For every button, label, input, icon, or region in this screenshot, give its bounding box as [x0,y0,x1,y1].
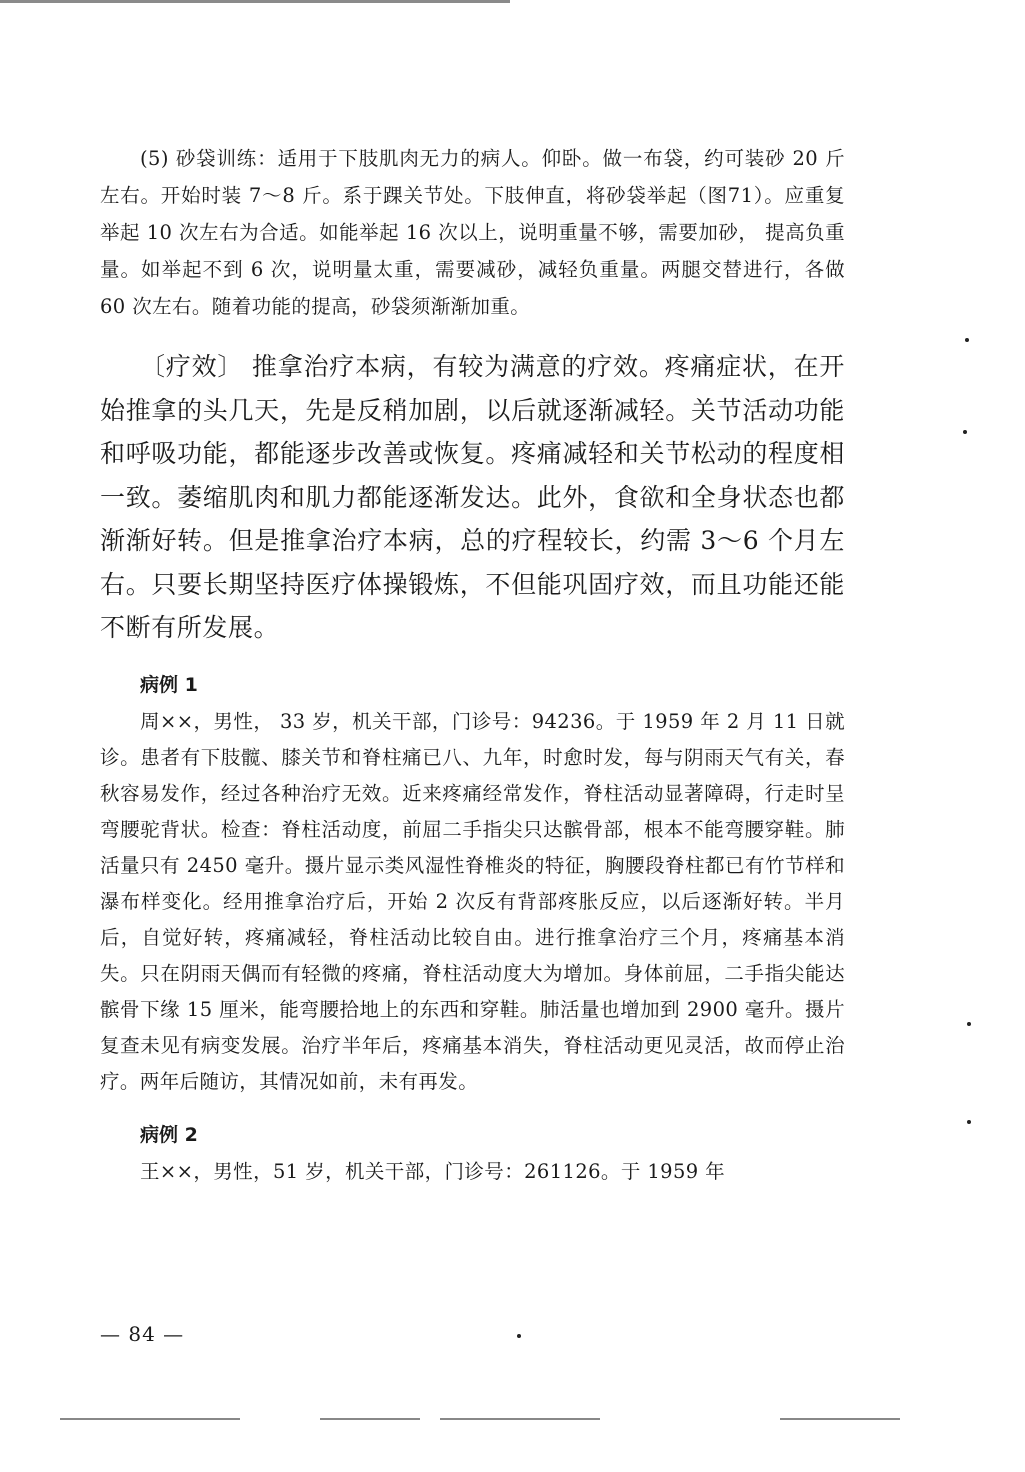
case-2-text: 王××，男性，51 岁，机关干部，门诊号：261126。于 1959 年 [140,1159,726,1183]
case-2-heading: 病例 2 [140,1123,198,1146]
scan-top-rule [0,0,510,3]
scan-speck [963,430,967,434]
page-body [100,140,845,1190]
scan-speck [967,1120,971,1124]
scan-bottom-noise [440,1418,600,1420]
scan-bottom-noise [60,1418,240,1420]
case-1-heading: 病例 1 [140,673,198,696]
scan-bottom-noise [320,1418,420,1420]
scan-bottom-noise [780,1418,900,1420]
scan-speck [967,1022,971,1026]
page-number: — 84 — [100,1322,185,1346]
case-1-text: 周××，男性， 33 岁，机关干部，门诊号：94236。于 1959 年 2 月 11 日就诊。患者有下肢髋、膝关节和脊柱痛已八、九年，时愈时发，每与阴雨天气有关，春秋容易发作，经过各种治疗无效。近来疼痛经常发作，脊柱活动显著障碍，行走时呈弯腰驼背状。检查：脊柱活动度，前屈二手指尖只达髌骨部，根本不能弯腰穿鞋。肺活量只有 2450 毫升。摄片显示类风湿性脊椎炎的特征，胸腰段脊柱都已有竹节样和瀑布样变化。经用推拿治疗后，开始 2 次反有背部疼胀反应，以后逐渐好转。半月后，自觉好转，疼痛减轻，脊柱活动比较自由。进行推拿治疗三个月，疼痛基本消失。只在阴雨天偶而有轻微的疼痛，脊柱活动度大为增加。身体前屈，二手指尖能达髌骨下缘 15 厘米，能弯腰拾地上的东西和穿鞋。肺活量也增加到 2900 毫升。摄片复查未见有病变发展。治疗半年后，疼痛基本消失，脊柱活动更见灵活，故而停止治疗。两年后随访，其情况如前，未有再发。 [100,709,845,1093]
efficacy-paragraph: 〔疗效〕 推拿治疗本病，有较为满意的疗效。疼痛症状，在开始推拿的头几天，先是反稍加剧，以后就逐渐减轻。关节活动功能和呼吸功能，都能逐步改善或恢复。疼痛减轻和关节松动的程度相一致。萎缩肌肉和肌力都能逐渐发达。此外，食欲和全身状态也都渐渐好转。但是推拿治疗本病，总的疗程较长，约需 3～6 个月左右。只要长期坚持医疗体操锻炼，不但能巩固疗效，而且功能还能不断有所发展。 [100,352,845,642]
scan-speck [965,338,969,342]
scan-speck [517,1334,521,1338]
sandbag-training-paragraph: (5) 砂袋训练：适用于下肢肌肉无力的病人。仰卧。做一布袋，约可装砂 20 斤左右。开始时装 7～8 斤。系于踝关节处。下肢伸直，将砂袋举起（图71）。应重复举起 10 次左右为合适。如能举起 16 次以上，说明重量不够，需要加砂， 提高负重量。如举起不到 6 次，说明量太重，需要减砂，减轻负重量。两腿交替进行，各做 60 次左右。随着功能的提高，砂袋须渐渐加重。 [100,147,845,318]
